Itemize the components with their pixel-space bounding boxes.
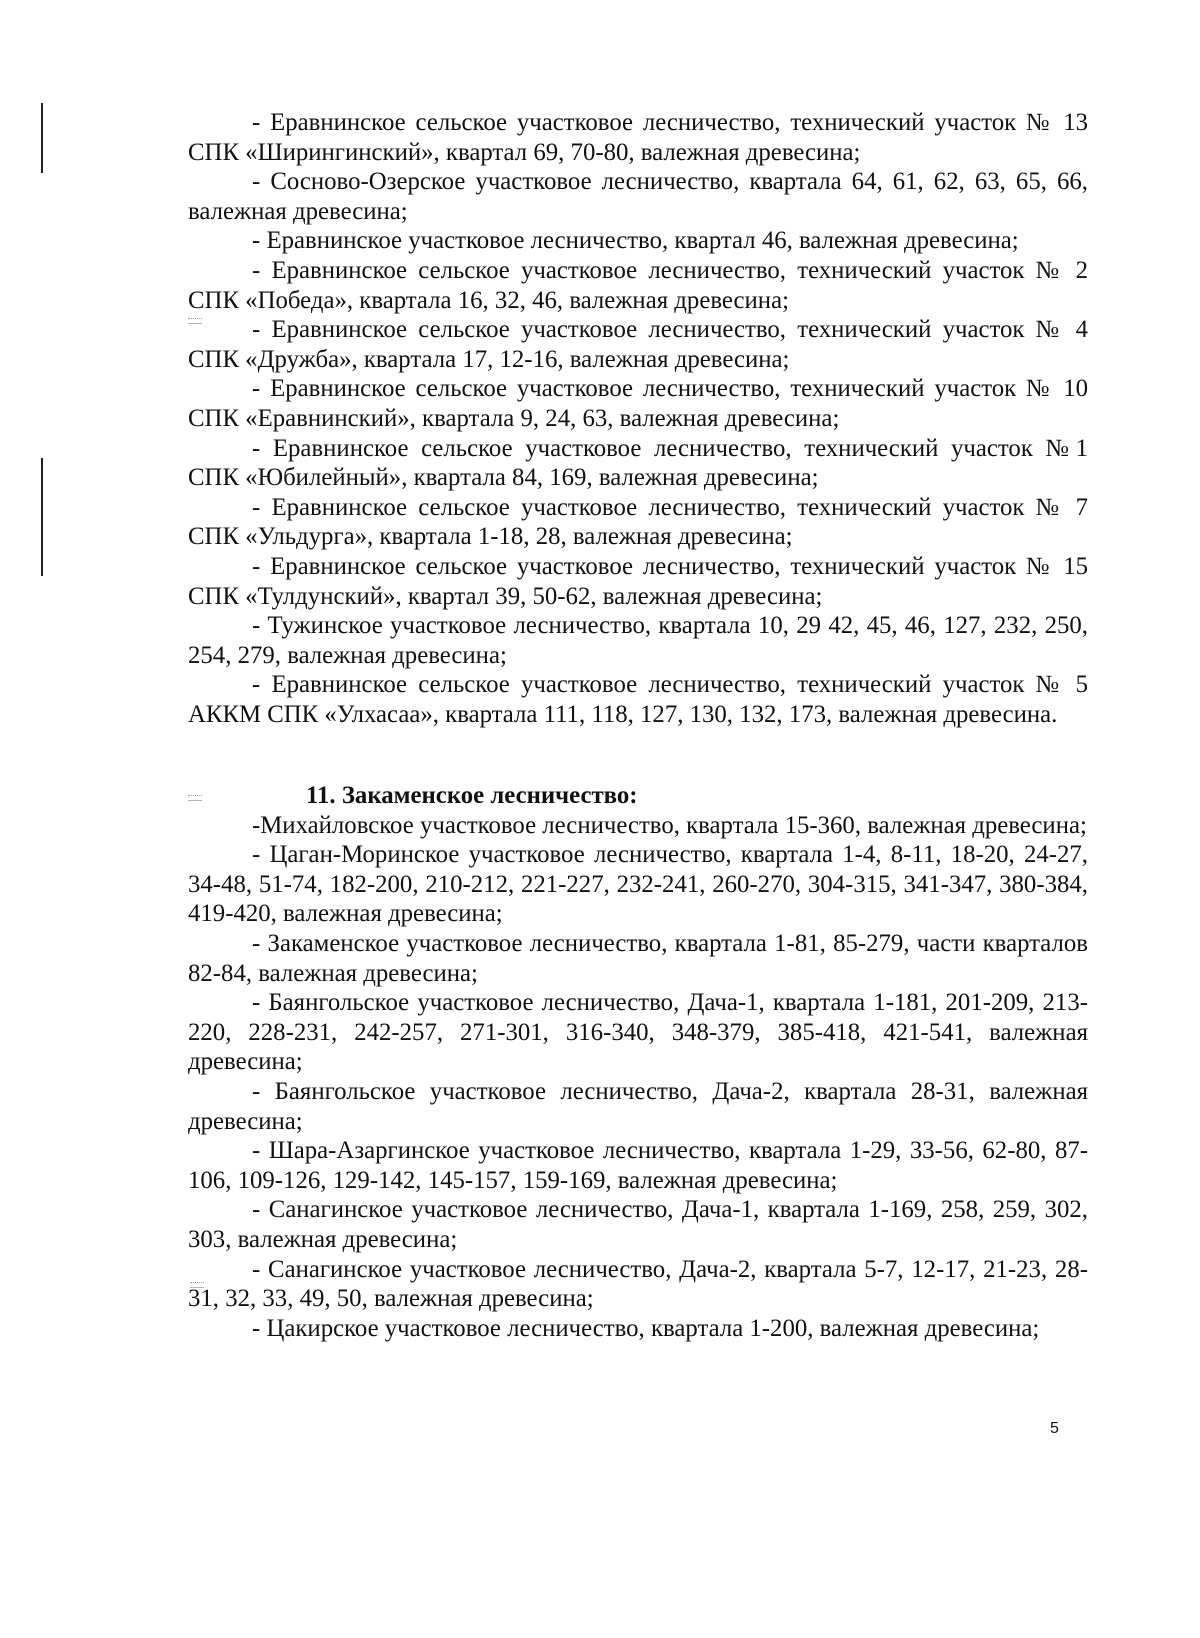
list-entry: -Михайловское участковое лесничество, квартала 15-360, валежная древесина;	[252, 811, 1087, 839]
section-heading: 11. Закаменское лесничество:	[306, 782, 638, 809]
margin-mark-middle	[41, 458, 43, 576]
margin-mark-top	[41, 103, 43, 173]
list-entry: - Еравнинское сельское участковое лесничество, технический участок № 7 СПК «Ульдурга», квартала 1-18, 28, валежная древесина;	[188, 493, 1088, 551]
list-entry: - Еравнинское сельское участковое лесничество, технический участок № 13 СПК «Ширингинский», квартал 69, 70-80, валежная древесина;	[188, 109, 1088, 166]
list-entry: - Сосново-Озерское участковое лесничество, квартала 64, 61, 62, 63, 65, 66, валежная древесина;	[188, 168, 1088, 225]
list-entry: - Еравнинское сельское участковое лесничество, технический участок № 4 СПК «Дружба», квартала 17, 12-16, валежная древесина;	[188, 316, 1088, 373]
page-number: 5	[1050, 1420, 1059, 1437]
list-entry: - Закаменское участковое лесничество, квартала 1-81, 85-279, части кварталов 82-84, валежная древесина;	[188, 929, 1088, 987]
section-zakamensk	[188, 781, 1088, 1343]
list-entry: - Еравнинское сельское участковое лесничество, технический участок №1 СПК «Юбилейный», квартала 84, 169, валежная древесина;	[188, 434, 1088, 492]
list-entry: - Цаган-Моринское участковое лесничество, квартала 1-4, 8-11, 18-20, 24-27, 34-48, 51-74, 182-200, 210-212, 221-227, 232-241, 260-270, 304-315, 341-347, 380-384, 419-420, валежная древесина;	[188, 841, 1088, 928]
list-entry: - Санагинское участковое лесничество, Дача-2, квартала 5-7, 12-17, 21-23, 28-31, 32, 33, 49, 50, валежная древесина;	[188, 1255, 1088, 1313]
list-entry: - Шара-Азаргинское участковое лесничество, квартала 1-29, 33-56, 62-80, 87-106, 109-126, 129-142, 145-157, 159-169, валежная древесина;	[188, 1137, 1088, 1194]
list-entry: - Баянгольское участковое лесничество, Дача-2, квартала 28-31, валежная древесина;	[188, 1077, 1088, 1135]
entries-list-top	[188, 108, 1088, 729]
list-entry: - Цакирское участковое лесничество, квартала 1-200, валежная древесина;	[252, 1314, 1040, 1342]
list-entry: - Тужинское участковое лесничество, квартала 10, 29 42, 45, 46, 127, 232, 250, 254, 279, валежная древесина;	[188, 612, 1088, 669]
list-entry: - Еравнинское сельское участковое лесничество, технический участок № 15 СПК «Тулдунский», квартал 39, 50-62, валежная древесина;	[188, 552, 1088, 610]
list-entry: - Баянгольское участковое лесничество, Дача-1, квартала 1-181, 201-209, 213-220, 228-231, 242-257, 271-301, 316-340, 348-379, 385-418, 421-541, валежная древесина;	[188, 989, 1088, 1076]
list-entry: - Еравнинское участковое лесничество, квартал 46, валежная древесина;	[252, 227, 1019, 255]
list-entry: - Еравнинское сельское участковое лесничество, технический участок № 5 АККМ СПК «Улхасаа», квартала 111, 118, 127, 130, 132, 173, валежная древесина.	[188, 671, 1088, 728]
list-entry: - Еравнинское сельское участковое лесничество, технический участок № 10 СПК «Еравнинский», квартала 9, 24, 63, валежная древесина;	[188, 375, 1088, 432]
list-entry: - Еравнинское сельское участковое лесничество, технический участок № 2 СПК «Победа», квартала 16, 32, 46, валежная древесина;	[188, 256, 1088, 314]
list-entry: - Санагинское участковое лесничество, Дача-1, квартала 1-169, 258, 259, 302, 303, валежная древесина;	[188, 1196, 1088, 1253]
